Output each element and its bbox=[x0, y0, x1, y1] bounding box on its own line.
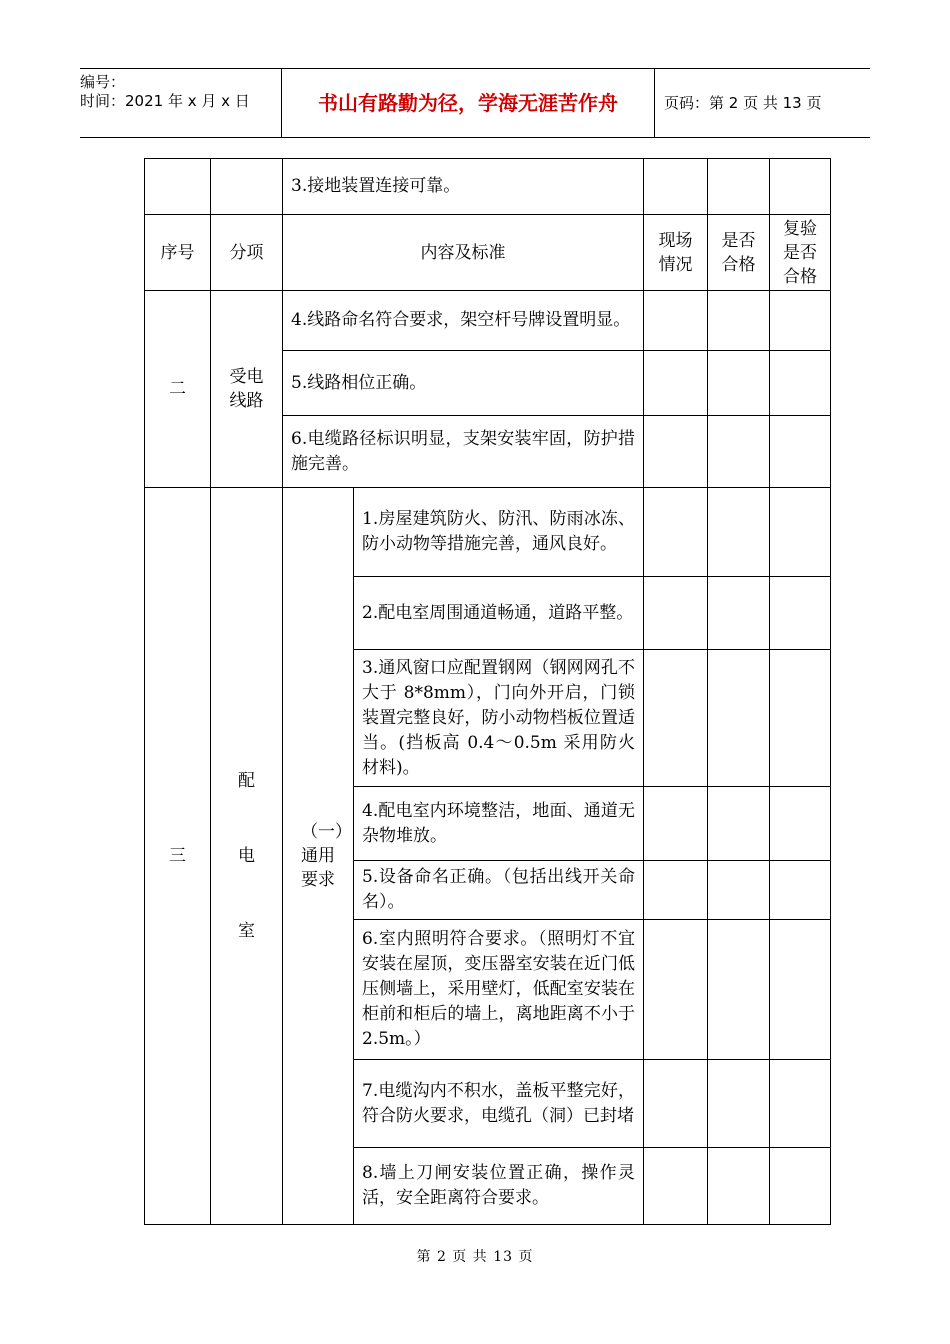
table-row bbox=[145, 291, 831, 351]
column-header-pass: 是否合格 bbox=[708, 215, 770, 291]
recheck-cell[interactable] bbox=[770, 1148, 831, 1225]
recheck-cell[interactable] bbox=[770, 488, 831, 577]
section3-category-char: 电 bbox=[238, 846, 255, 866]
onsite-cell[interactable] bbox=[644, 1148, 708, 1225]
onsite-cell[interactable] bbox=[644, 1060, 708, 1148]
section2-category: 受电线路 bbox=[211, 291, 283, 488]
inspection-table bbox=[144, 158, 831, 1225]
recheck-cell[interactable] bbox=[770, 861, 831, 920]
section3-item-8: 8.墙上刀闸安装位置正确，操作灵活，安全距离符合要求。 bbox=[354, 1148, 644, 1225]
onsite-cell[interactable] bbox=[644, 416, 708, 488]
table-row bbox=[145, 488, 831, 577]
pass-cell[interactable] bbox=[708, 488, 770, 577]
onsite-cell[interactable] bbox=[644, 650, 708, 787]
section3-item-7: 7.电缆沟内不积水，盖板平整完好，符合防火要求，电缆孔（洞）已封堵 bbox=[354, 1060, 644, 1148]
section3-category bbox=[211, 488, 283, 1225]
onsite-cell[interactable] bbox=[644, 577, 708, 650]
section3-item-2: 2.配电室周围通道畅通，道路平整。 bbox=[354, 577, 644, 650]
section3-item-3: 3.通风窗口应配置钢网（钢网网孔不大于 8*8mm），门向外开启，门锁装置完整良好，防小动物档板位置适当。(挡板高 0.4～0.5m 采用防火材料)。 bbox=[354, 650, 644, 787]
onsite-cell[interactable] bbox=[644, 920, 708, 1060]
section3-item-5: 5.设备命名正确。（包括出线开关命名）。 bbox=[354, 861, 644, 920]
column-header-seq: 序号 bbox=[145, 215, 211, 291]
section3-item-1: 1.房屋建筑防火、防汛、防雨冰冻、防小动物等措施完善，通风良好。 bbox=[354, 488, 644, 577]
header-motto: 书山有路勤为径，学海无涯苦作舟 bbox=[281, 69, 655, 137]
recheck-cell[interactable] bbox=[770, 416, 831, 488]
pass-cell[interactable] bbox=[708, 1060, 770, 1148]
onsite-cell[interactable] bbox=[644, 351, 708, 416]
section2-seq: 二 bbox=[145, 291, 211, 488]
pass-cell[interactable] bbox=[708, 577, 770, 650]
pass-cell[interactable] bbox=[708, 291, 770, 351]
subcategory-number: （一） bbox=[301, 822, 352, 842]
recheck-cell[interactable] bbox=[770, 920, 831, 1060]
pass-cell[interactable] bbox=[708, 861, 770, 920]
onsite-cell[interactable] bbox=[644, 787, 708, 861]
pass-cell[interactable] bbox=[708, 159, 770, 215]
recheck-cell[interactable] bbox=[770, 291, 831, 351]
section3-seq: 三 bbox=[145, 488, 211, 1225]
recheck-cell[interactable] bbox=[770, 577, 831, 650]
column-header-category: 分项 bbox=[211, 215, 283, 291]
section3-category-char: 配 bbox=[238, 771, 255, 791]
column-header-onsite: 现场情况 bbox=[644, 215, 708, 291]
header-page-info: 页码：第 2 页 共 13 页 bbox=[664, 94, 822, 112]
recheck-cell[interactable] bbox=[770, 787, 831, 861]
onsite-cell[interactable] bbox=[644, 861, 708, 920]
onsite-cell[interactable] bbox=[644, 291, 708, 351]
recheck-cell[interactable] bbox=[770, 1060, 831, 1148]
pass-cell[interactable] bbox=[708, 650, 770, 787]
column-header-recheck: 复验是否合格 bbox=[770, 215, 831, 291]
pass-cell[interactable] bbox=[708, 787, 770, 861]
table-header-row bbox=[145, 215, 831, 291]
pass-cell[interactable] bbox=[708, 920, 770, 1060]
section3-item-4: 4.配电室内环境整洁，地面、通道无杂物堆放。 bbox=[354, 787, 644, 861]
pass-cell[interactable] bbox=[708, 416, 770, 488]
section2-item-4: 4.线路命名符合要求，架空杆号牌设置明显。 bbox=[283, 291, 644, 351]
number-label: 编号： bbox=[80, 73, 126, 91]
page-header bbox=[80, 68, 870, 138]
recheck-cell[interactable] bbox=[770, 159, 831, 215]
recheck-cell[interactable] bbox=[770, 351, 831, 416]
onsite-cell[interactable] bbox=[644, 159, 708, 215]
table-row bbox=[145, 159, 831, 215]
subcategory-title: 通用要求 bbox=[301, 846, 335, 890]
column-header-content: 内容及标准 bbox=[283, 215, 644, 291]
onsite-cell[interactable] bbox=[644, 488, 708, 577]
section3-category-char: 室 bbox=[238, 921, 255, 941]
pass-cell[interactable] bbox=[708, 351, 770, 416]
section3-item-6: 6.室内照明符合要求。（照明灯不宜安装在屋顶，变压器室安装在近门低压侧墙上，采用壁灯，低配室安装在柜前和柜后的墙上，离地距离不小于 2.5m。） bbox=[354, 920, 644, 1060]
header-info bbox=[80, 69, 281, 137]
section3-subcategory bbox=[283, 488, 354, 1225]
page-footer: 第 2 页 共 13 页 bbox=[416, 1249, 534, 1265]
section2-item-6: 6.电缆路径标识明显，支架安装牢固，防护措施完善。 bbox=[283, 416, 644, 488]
top-item: 3.接地装置连接可靠。 bbox=[283, 159, 644, 215]
date-label: 时间：2021 年 x 月 x 日 bbox=[80, 92, 250, 110]
pass-cell[interactable] bbox=[708, 1148, 770, 1225]
section2-item-5: 5.线路相位正确。 bbox=[283, 351, 644, 416]
recheck-cell[interactable] bbox=[770, 650, 831, 787]
